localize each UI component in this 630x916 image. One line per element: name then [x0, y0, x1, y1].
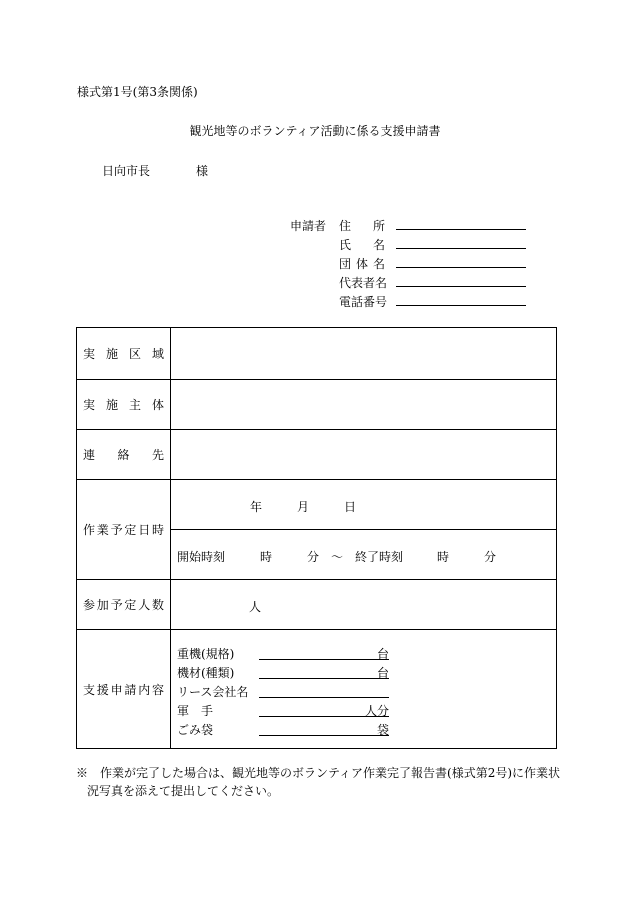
contact-label: 連絡先 — [83, 448, 164, 462]
end-hour-unit: 時 — [437, 550, 450, 564]
support-label: 支援申請内容 — [83, 682, 164, 697]
note-line-2: 況写真を添えて提出してください。 — [87, 784, 280, 798]
support-unit-heavy-machinery: 台 — [377, 647, 390, 661]
support-item-label-heavy-machinery: 重機(規格) — [177, 647, 235, 661]
area-label: 実施区域 — [83, 347, 164, 361]
applicant-label: 申請者 — [290, 219, 327, 233]
form-number: 様式第1号(第3条関係) — [77, 85, 198, 99]
participants-label: 参加予定人数 — [83, 598, 164, 612]
support-unit-equipment: 台 — [377, 666, 390, 680]
end-minute-unit: 分 — [484, 550, 497, 564]
applicant-name-label: 氏名 — [339, 238, 385, 252]
applicant-group-label: 団体名 — [339, 257, 385, 271]
area-label-cell — [77, 328, 171, 380]
support-line-heavy-machinery[interactable] — [259, 659, 389, 660]
row-support — [77, 630, 557, 749]
application-table — [76, 327, 557, 749]
entity-value-cell[interactable] — [171, 380, 557, 430]
end-time-label: 終了時刻 — [355, 550, 404, 564]
note-line-1: ※ 作業が完了した場合は、観光地等のボランティア作業完了報告書(様式第2号)に作業状 — [76, 766, 561, 780]
contact-label-cell — [77, 430, 171, 480]
support-line-equipment[interactable] — [259, 678, 389, 679]
entity-label: 実施主体 — [83, 398, 164, 412]
participants-label-cell — [77, 580, 171, 630]
applicant-address-line[interactable] — [396, 229, 526, 230]
row-schedule-date — [77, 480, 557, 530]
applicant-representative-label: 代表者名 — [339, 276, 388, 290]
addressee: 日向市長 — [102, 164, 151, 178]
support-item-label-garbage-bags: ごみ袋 — [177, 723, 214, 737]
start-hour-unit: 時 — [260, 550, 273, 564]
applicant-address-label: 住所 — [339, 219, 385, 233]
row-participants — [77, 580, 557, 630]
applicant-phone-label: 電話番号 — [339, 295, 388, 309]
support-line-garbage-bags[interactable] — [259, 735, 389, 736]
support-item-label-equipment: 機材(種類) — [177, 666, 235, 680]
support-unit-gloves: 人分 — [365, 704, 390, 718]
applicant-name-line[interactable] — [396, 248, 526, 249]
support-line-lease-company[interactable] — [259, 697, 389, 698]
schedule-date-cell[interactable] — [171, 480, 557, 530]
document-title: 観光地等のボランティア活動に係る支援申請書 — [189, 124, 441, 138]
start-time-label: 開始時刻 — [177, 550, 226, 564]
support-value-cell — [171, 630, 557, 749]
schedule-label-cell — [77, 480, 171, 580]
applicant-phone-line[interactable] — [396, 305, 526, 306]
support-unit-garbage-bags: 袋 — [377, 723, 390, 737]
applicant-representative-line[interactable] — [396, 286, 526, 287]
row-entity — [77, 380, 557, 430]
row-area — [77, 328, 557, 380]
honorific: 様 — [196, 164, 209, 178]
date-day: 日 — [344, 500, 357, 514]
schedule-label: 作業予定日時 — [83, 523, 164, 537]
row-contact — [77, 430, 557, 480]
support-item-label-gloves: 軍 手 — [177, 704, 214, 718]
date-month: 月 — [297, 500, 310, 514]
date-year: 年 — [250, 500, 263, 514]
participants-unit: 人 — [249, 600, 262, 614]
support-item-label-lease-company: リース会社名 — [177, 685, 249, 699]
support-label-cell — [77, 630, 171, 749]
applicant-group-line[interactable] — [396, 267, 526, 268]
entity-label-cell — [77, 380, 171, 430]
participants-value-cell[interactable] — [171, 580, 557, 630]
contact-value-cell[interactable] — [171, 430, 557, 480]
start-minute-unit: 分 — [307, 550, 320, 564]
area-value-cell[interactable] — [171, 328, 557, 380]
time-range-tilde: 〜 — [331, 550, 344, 564]
schedule-time-cell[interactable] — [171, 530, 557, 580]
